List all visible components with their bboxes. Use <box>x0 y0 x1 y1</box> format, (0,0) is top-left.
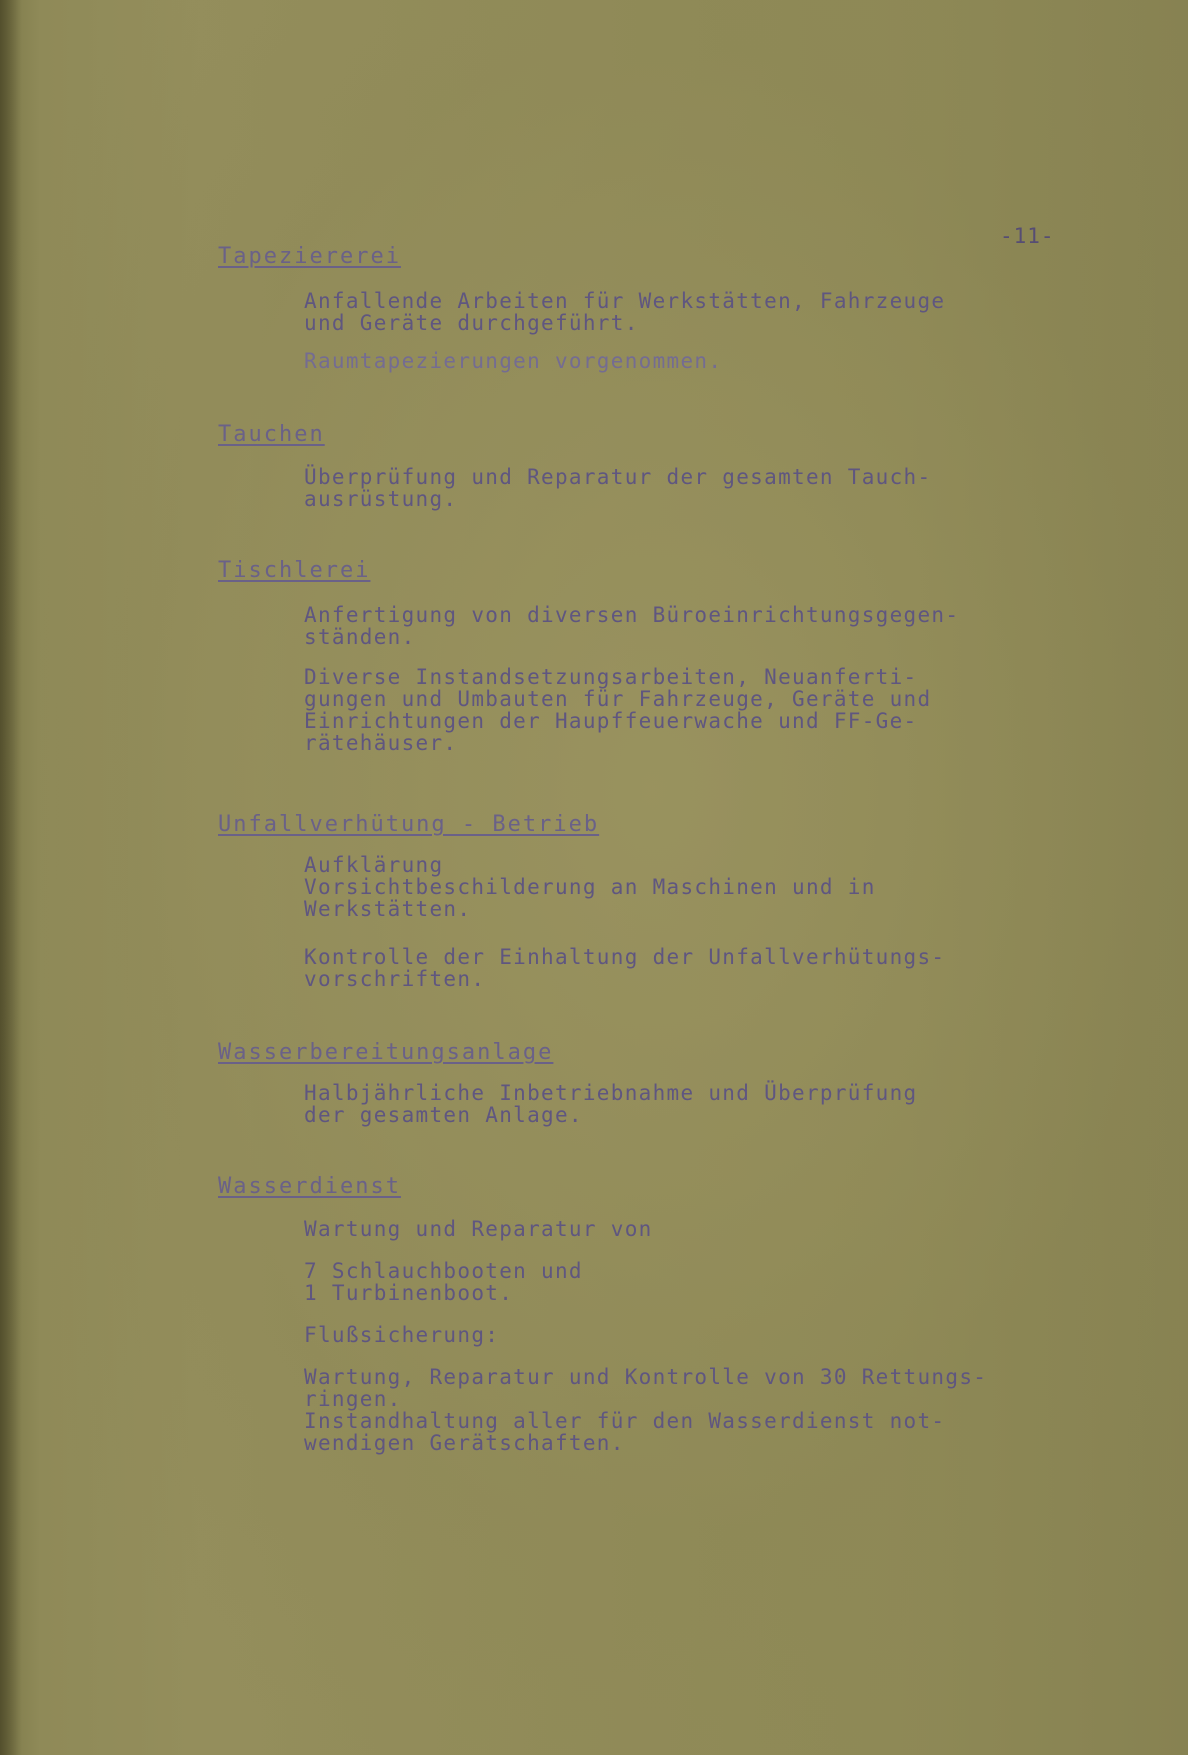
heading-unfallverhuetung-betrieb: Unfallverhütung - Betrieb <box>218 812 600 837</box>
paragraph-tischlerei-1: Anfertigung von diversen Büroeinrichtungsgegen- ständen. <box>304 603 960 649</box>
paragraph-wasserdienst-2: 7 Schlauchbooten und 1 Turbinenboot. <box>304 1259 583 1305</box>
paragraph-tapeziererei-1: Anfallende Arbeiten für Werkstätten, Fahrzeuge und Geräte durchgeführt. <box>304 289 946 335</box>
paragraph-wasserbereitungsanlage-1: Halbjährliche Inbetriebnahme und Überprüfung der gesamten Anlage. <box>304 1081 918 1127</box>
paragraph-unfallverhuetung-1: Aufklärung Vorsichtbeschilderung an Maschinen und in Werkstätten. <box>304 853 876 921</box>
heading-tischlerei: Tischlerei <box>218 558 371 583</box>
paragraph-wasserdienst-4: Wartung, Reparatur und Kontrolle von 30 Rettungs- ringen. Instandhaltung aller für den Wasserdienst not- wendigen Gerätschaften. <box>304 1365 988 1455</box>
page-number: -11- <box>1000 224 1055 248</box>
paragraph-unfallverhuetung-2: Kontrolle der Einhaltung der Unfallverhütungs- vorschriften. <box>304 945 946 991</box>
paragraph-wasserdienst-1: Wartung und Reparatur von <box>304 1217 653 1241</box>
heading-tauchen: Tauchen <box>218 422 325 447</box>
heading-wasserbereitungsanlage: Wasserbereitungsanlage <box>218 1040 554 1065</box>
paragraph-wasserdienst-3: Flußsicherung: <box>304 1323 500 1347</box>
paragraph-tischlerei-2: Diverse Instandsetzungsarbeiten, Neuanferti- gungen und Umbauten für Fahrzeuge, Geräte und Einrichtungen der Haupffeuerwache und FF-Ge- rätehäuser. <box>304 665 932 755</box>
heading-wasserdienst: Wasserdienst <box>218 1174 401 1199</box>
paragraph-tauchen-1: Überprüfung und Reparatur der gesamten Tauch- ausrüstung. <box>304 465 932 511</box>
paragraph-tapeziererei-2: Raumtapezierungen vorgenommen. <box>304 349 723 373</box>
heading-tapeziererei: Tapeziererei <box>218 244 401 269</box>
binding-edge <box>0 0 22 1755</box>
